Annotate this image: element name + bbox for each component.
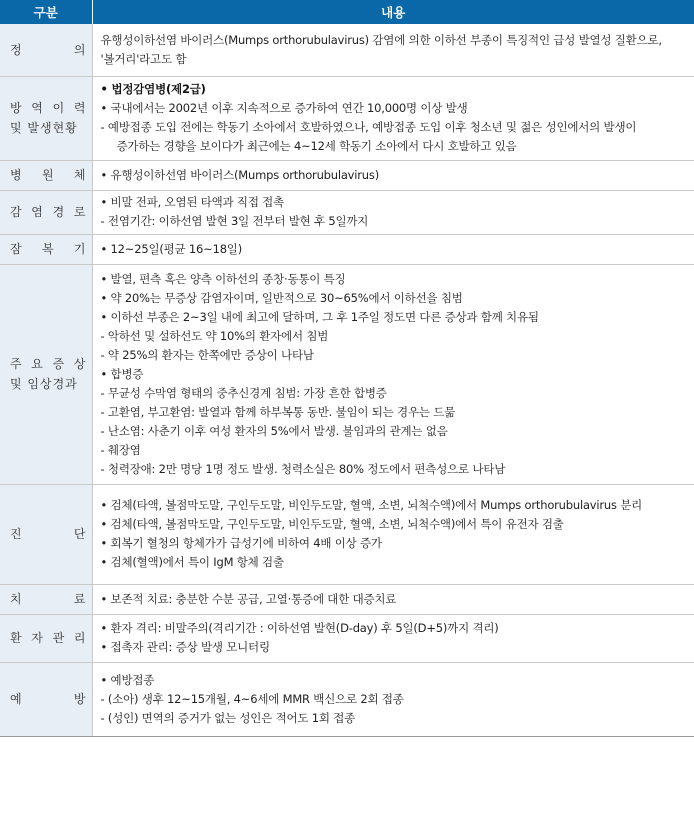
row-label-line: [10, 239, 86, 259]
table-row: [0, 76, 694, 160]
row-label-char: 방: [73, 692, 86, 706]
table-row: [0, 24, 694, 76]
row-label-char: 진: [10, 527, 22, 541]
row-label-line: [10, 589, 86, 609]
row-label-line: [10, 354, 86, 374]
table-row: [0, 234, 694, 264]
content-line: • 접촉자 관리: 증상 발생 모니터링: [100, 640, 270, 654]
table-row: [0, 484, 694, 584]
content-line: - 예방접종 도입 전에는 학동기 소아에서 호발하였으나, 예방접종 도입 이후 청소년 및 젊은 성인에서의 발생이: [100, 120, 637, 134]
table-row: [0, 662, 694, 736]
content-line: • 합병증: [100, 366, 144, 381]
content-line: - (성인) 면역의 증거가 없는 성인은 적어도 1회 접종: [100, 710, 356, 725]
row-label-char: 환: [10, 631, 22, 645]
row-content: [92, 662, 694, 736]
row-label-char: 정: [10, 42, 22, 57]
content-line: • 비말 전파, 오염된 타액과 직접 접촉: [100, 195, 284, 209]
table-body: [0, 24, 694, 736]
table-row: [0, 160, 694, 190]
content-line: • 환자 격리: 비말주의(격리기간 : 이하선염 발현(D-day) 후 5일(D+5)까지 격리): [100, 621, 499, 635]
row-content: [92, 264, 694, 484]
row-label-char: 감: [10, 205, 22, 219]
content-line: '볼거리'라고도 함: [100, 51, 187, 66]
content-line: • 국내에서는 2002년 이후 지속적으로 증가하여 연간 10,000명 이상 발생: [100, 101, 468, 115]
content-line: • 검체(혈액)에서 특이 IgM 항체 검출: [100, 555, 284, 569]
row-label: [0, 190, 92, 234]
content-line: • 이하선 부종은 2~3일 내에 최고에 달하며, 그 후 1주일 정도면 다른 증상과 함께 치유됨: [100, 309, 539, 324]
content-line: - (소아) 생후 12~15개월, 4~6세에 MMR 백신으로 2회 접종: [100, 691, 404, 706]
row-label: [0, 76, 92, 160]
row-label-char: 예: [10, 692, 22, 706]
table-row: [0, 584, 694, 614]
row-label: [0, 264, 92, 484]
row-label-line: [10, 628, 86, 648]
content-line: • 회복기 혈청의 항체가가 급성기에 비하여 4배 이상 증가: [100, 536, 382, 550]
row-label-char: 증: [52, 357, 65, 371]
content-line: • 12~25일(평균 16~18일): [100, 241, 243, 256]
row-label-char: 기: [73, 242, 86, 256]
row-label: [0, 234, 92, 264]
row-label-line: 및 임상경과: [10, 377, 78, 391]
row-label: [0, 662, 92, 736]
row-label-char: 상: [73, 357, 86, 371]
table-row: [0, 190, 694, 234]
row-label-char: 료: [73, 592, 86, 606]
row-content: [92, 24, 694, 76]
content-line: • 보존적 치료: 충분한 수분 공급, 고열·통증에 대한 대증치료: [100, 591, 397, 606]
content-line: - 고환염, 부고환염: 발열과 함께 하부복통 동반. 불임이 되는 경우는 드묾: [100, 404, 456, 419]
row-label: [0, 614, 92, 662]
row-content: [92, 76, 694, 160]
row-label-line: [10, 202, 86, 222]
row-label-char: 체: [73, 168, 86, 182]
row-label-char: 원: [41, 168, 54, 182]
table-header-row: [0, 0, 694, 24]
row-content: [92, 484, 694, 584]
content-line: - 전염기간: 이하선염 발현 3일 전부터 발현 후 5일까지: [100, 214, 369, 228]
content-line: - 난소염: 사춘기 이후 여성 환자의 5%에서 발생. 불임과의 관계는 없음: [100, 423, 448, 438]
content-line: • 발열, 편측 혹은 양측 이하선의 종창·동통이 특징: [100, 271, 346, 286]
content-line: • 약 20%는 무증상 감염자이며, 일반적으로 30~65%에서 이하선을 침범: [100, 290, 463, 305]
content-line: • 예방접종: [100, 672, 155, 687]
content-line: • 법정감염병(제2급): [100, 82, 206, 96]
row-label-char: 력: [73, 101, 86, 115]
row-label-char: 염: [31, 205, 43, 219]
row-label-char: 로: [73, 205, 86, 219]
row-content: [92, 190, 694, 234]
content-line: • 검체(타액, 볼점막도말, 구인두도말, 비인두도말, 혈액, 소변, 뇌척수액)에서 Mumps orthorubulavirus 분리: [100, 498, 643, 512]
content-line: - 청력장애: 2만 명당 1명 정도 발생. 청력소실은 80% 정도에서 편측성으로 나타남: [100, 461, 506, 476]
row-label-line: [10, 165, 86, 185]
row-content: [92, 614, 694, 662]
table-row: [0, 264, 694, 484]
content-line: 증가하는 경향을 보이다가 최근에는 4~12세 학동기 소아에서 다시 호발하고 있음: [116, 139, 517, 153]
content-line: - 악하선 및 설하선도 약 10%의 환자에서 침범: [100, 328, 329, 343]
header-category: 구분: [0, 0, 92, 24]
row-label: [0, 484, 92, 584]
row-label-char: 자: [31, 631, 43, 645]
row-label-char: 병: [10, 168, 22, 182]
row-label-line: [10, 689, 86, 709]
content-line: - 약 25%의 환자는 한쪽에만 증상이 나타남: [100, 347, 314, 362]
row-label-char: 단: [73, 527, 86, 541]
content-line: 유행성이하선염 바이러스(Mumps orthorubulavirus) 감염에 의한 이하선 부종이 특징적인 급성 발열성 질환으로,: [100, 32, 662, 47]
row-label-line: [10, 98, 86, 118]
row-label-char: 요: [31, 357, 43, 371]
row-label-char: 잠: [10, 242, 22, 256]
row-content: [92, 234, 694, 264]
table-row: [0, 614, 694, 662]
row-label-char: 주: [10, 357, 22, 371]
row-label-char: 리: [73, 631, 86, 645]
row-label-char: 복: [41, 242, 54, 256]
row-label-char: 관: [52, 631, 65, 645]
content-line: • 유행성이하선염 바이러스(Mumps orthorubulavirus): [100, 167, 379, 182]
content-line: • 검체(타액, 볼점막도말, 구인두도말, 비인두도말, 혈액, 소변, 뇌척수액)에서 특이 유전자 검출: [100, 517, 564, 531]
row-label: [0, 24, 92, 76]
content-line: - 췌장염: [100, 442, 141, 457]
row-label-char: 경: [52, 205, 65, 219]
row-label-char: 역: [31, 101, 43, 115]
row-label-char: 이: [52, 101, 65, 115]
row-label-line: [10, 524, 86, 544]
row-label: [0, 584, 92, 614]
content-line: - 무균성 수막염 형태의 중추신경계 침범: 가장 흔한 합병증: [100, 385, 387, 400]
header-content: 내용: [92, 0, 694, 24]
row-label-char: 방: [10, 101, 22, 115]
row-content: [92, 584, 694, 614]
row-content: [92, 160, 694, 190]
row-label-char: 치: [10, 592, 22, 606]
row-label-line: [10, 40, 86, 60]
row-label-line: 및 발생현황: [10, 121, 78, 135]
row-label-char: 의: [73, 42, 86, 57]
row-label: [0, 160, 92, 190]
